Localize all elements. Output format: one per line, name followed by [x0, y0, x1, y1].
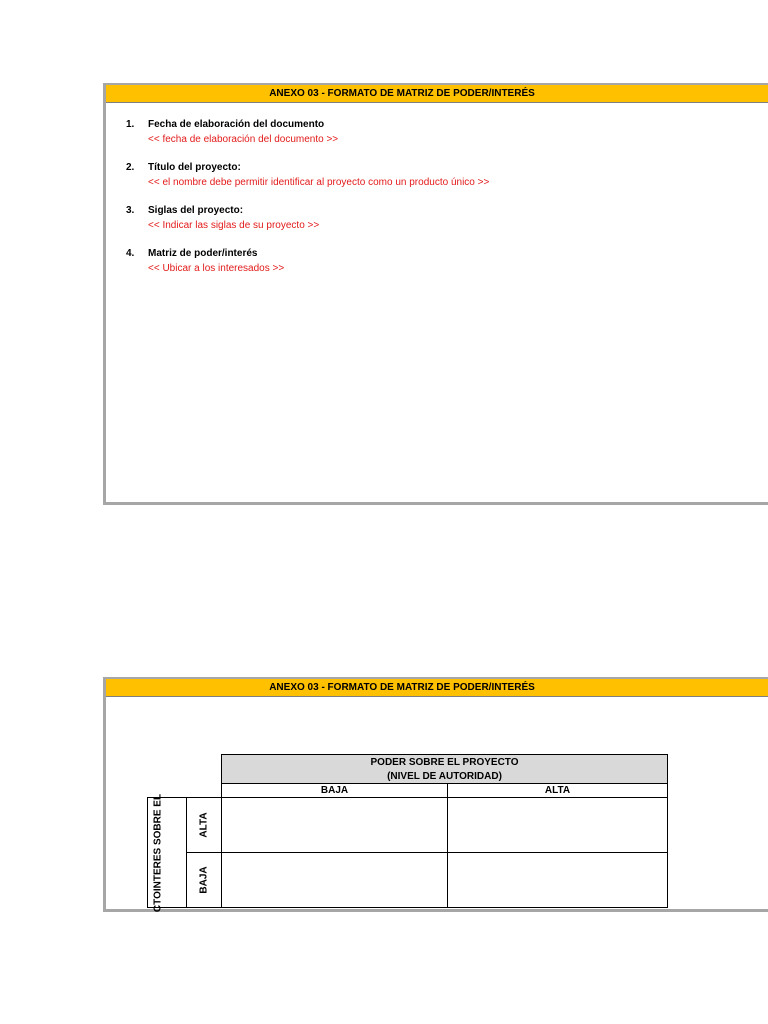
matrix-cell-low-interest-low-power[interactable]	[221, 852, 448, 908]
item-hint: << el nombre debe permitir identificar al proyecto como un producto único >>	[148, 177, 490, 188]
matrix-header	[221, 754, 668, 784]
item-number: 4.	[126, 248, 135, 259]
item-label: Siglas del proyecto:	[148, 205, 244, 216]
page-title: ANEXO 03 - FORMATO DE MATRIZ DE PODER/INTERÉS	[106, 679, 768, 697]
item-hint: << Ubicar a los interesados >>	[148, 263, 285, 274]
item-hint: << fecha de elaboración del documento >>	[148, 134, 339, 145]
item-number: 1.	[126, 119, 135, 130]
item-number: 2.	[126, 162, 135, 173]
matrix-cell-low-interest-high-power[interactable]	[447, 852, 668, 908]
column-header-low: BAJA	[221, 783, 448, 798]
row-header-high: ALTA	[198, 812, 210, 838]
item-hint: << Indicar las siglas de su proyecto >>	[148, 220, 320, 231]
item-number: 3.	[126, 205, 135, 216]
row-axis-cell	[147, 793, 187, 912]
matrix-header-line1: PODER SOBRE EL PROYECTO	[370, 757, 519, 768]
matrix-header-line2: (NIVEL DE AUTORIDAD)	[387, 771, 502, 782]
row-header-high-cell	[186, 797, 222, 853]
row-axis-label: CTOINTERES SOBRE EL	[152, 793, 164, 912]
row-header-low: BAJA	[198, 866, 210, 894]
matrix-cell-high-interest-high-power[interactable]	[447, 797, 668, 853]
document-page-2	[103, 677, 768, 912]
row-header-low-cell	[186, 852, 222, 908]
item-label: Fecha de elaboración del documento	[148, 119, 325, 130]
document-page-1	[103, 83, 768, 505]
item-label: Título del proyecto:	[148, 162, 241, 173]
page-title: ANEXO 03 - FORMATO DE MATRIZ DE PODER/INTERÉS	[106, 85, 768, 103]
column-header-high: ALTA	[447, 783, 668, 798]
item-label: Matriz de poder/interés	[148, 248, 258, 259]
matrix-cell-high-interest-low-power[interactable]	[221, 797, 448, 853]
